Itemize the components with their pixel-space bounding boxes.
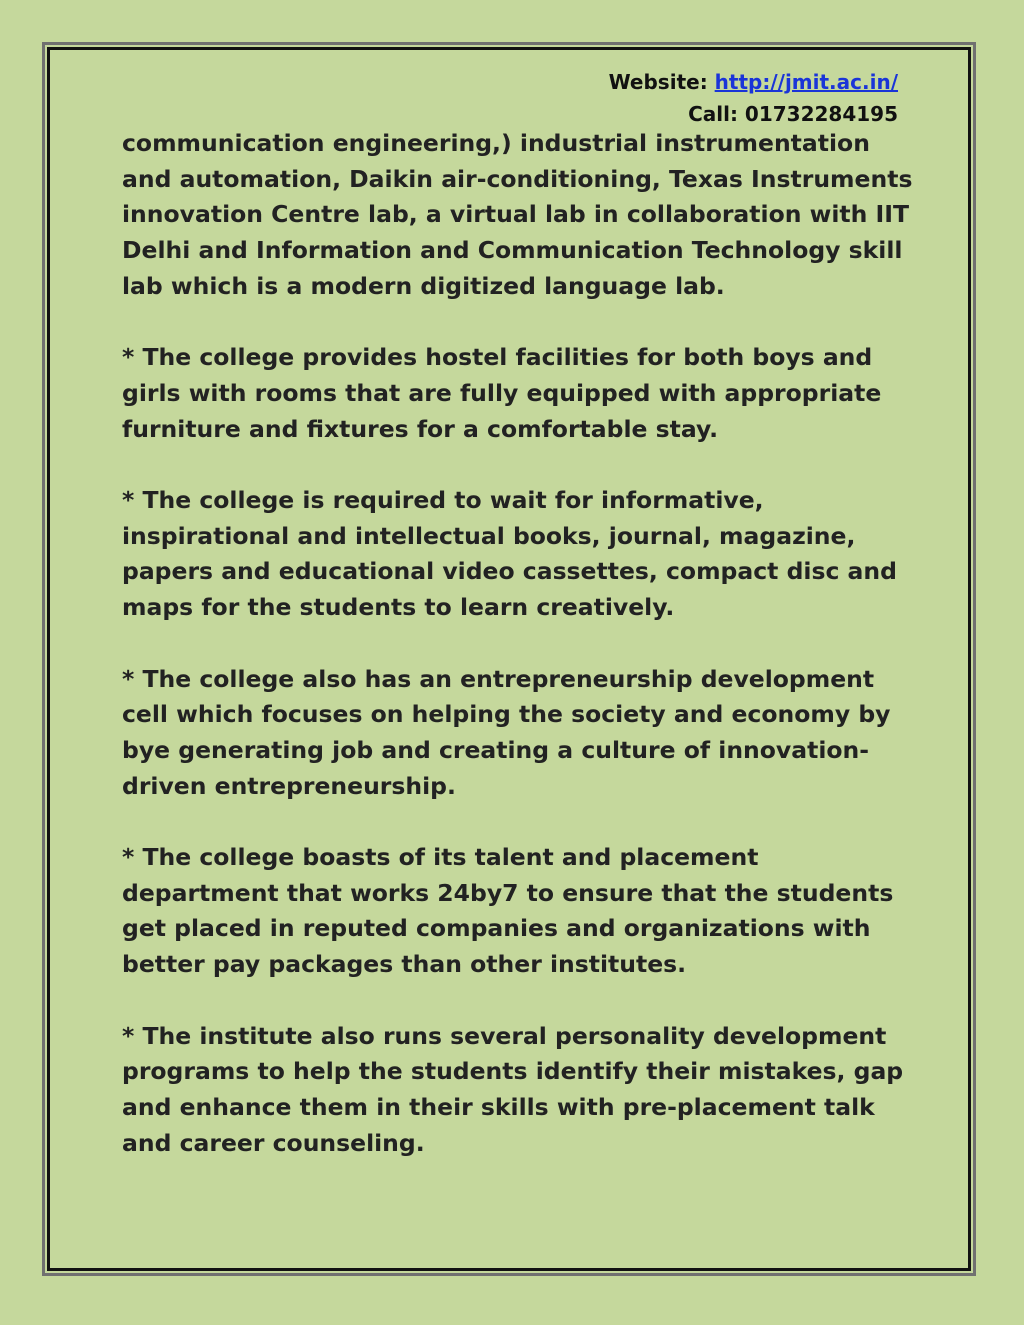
paragraph-placement: * The college boasts of its talent and placement department that works 24by7 to ensure that the students get placed in reputed companies and organizations with better pay packages than other institutes. — [122, 843, 894, 979]
paragraph-hostel: * The college provides hostel facilities for both boys and girls with rooms that are fully equipped with appropriate furniture and fixtures for a comfortable stay. — [122, 343, 882, 443]
contact-header — [609, 66, 898, 130]
phone-line: Call: 01732284195 — [688, 102, 898, 126]
paragraph-entrepreneurship: * The college also has an entrepreneurship development cell which focuses on helping the society and economy by bye generating job and creating a culture of innovation-driven entrepreneurship. — [122, 664, 891, 800]
page-border-outer — [42, 42, 976, 1276]
website-link[interactable]: http://jmit.ac.in/ — [714, 70, 898, 94]
document-body — [122, 126, 922, 1197]
website-line — [609, 66, 898, 98]
page-border-inner — [47, 47, 971, 1271]
paragraph-labs: communication engineering,) industrial instrumentation and automation, Daikin air-conditioning, Texas Instruments innovation Centre lab, a virtual lab in collaboration with IIT Delhi and Information and Communication Technology skill lab which is a modern digitized language lab. — [122, 129, 913, 300]
website-label: Website: — [608, 70, 715, 94]
paragraph-personality: * The institute also runs several personality development programs to help the students identify their mistakes, gap and enhance them in their skills with pre-placement talk and career counseling. — [122, 1021, 904, 1157]
paragraph-library: * The college is required to wait for informative, inspirational and intellectual books, journal, magazine, papers and educational video cassettes, compact disc and maps for the students to learn creatively. — [122, 486, 897, 622]
